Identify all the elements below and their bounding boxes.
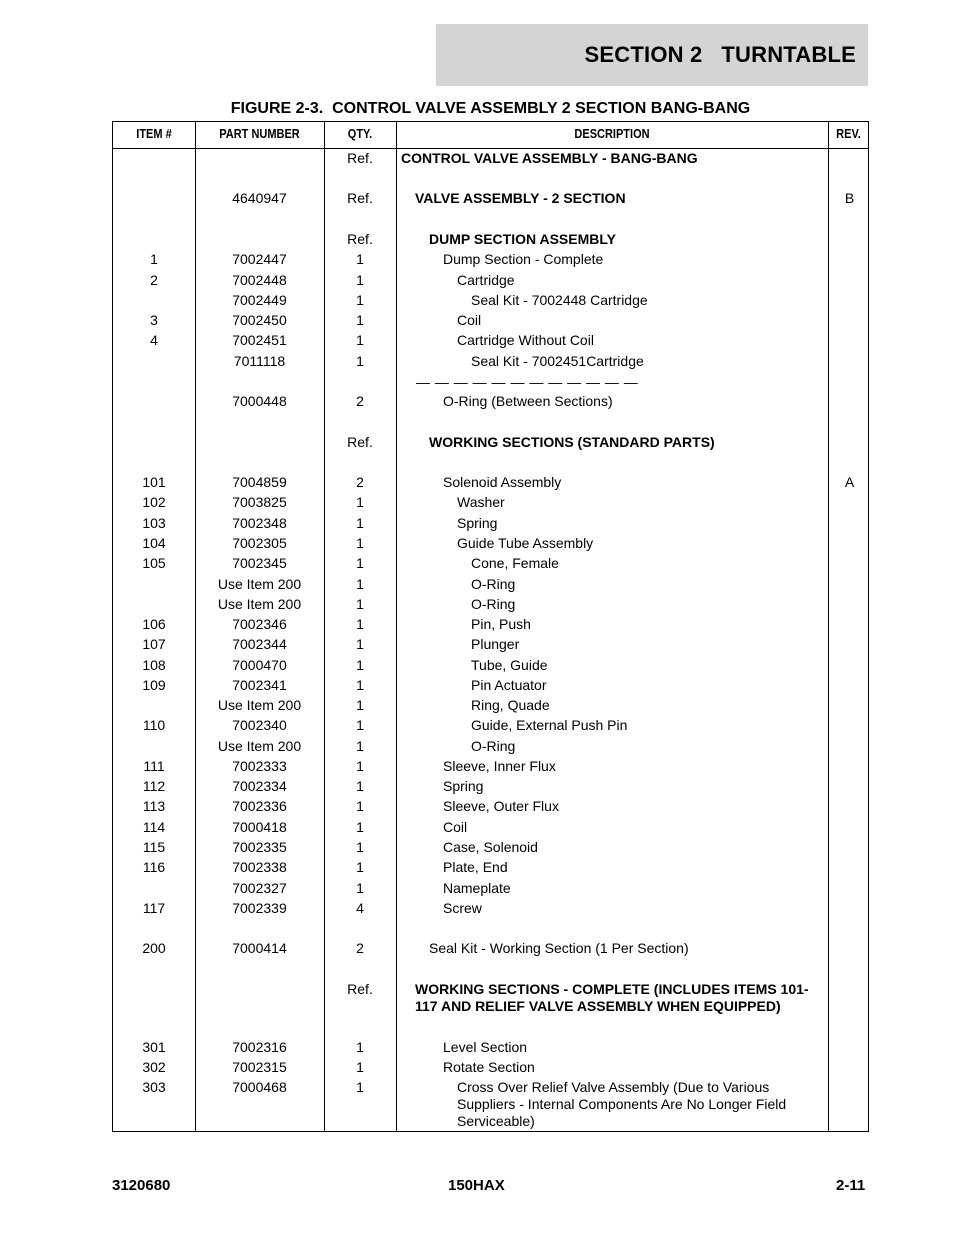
table-row: [113, 251, 868, 271]
description-cell: Guide Tube Assembly: [457, 535, 594, 551]
description-cell: Nameplate: [443, 880, 511, 896]
quantity-cell: 1: [356, 657, 364, 673]
quantity-cell: 1: [356, 677, 364, 693]
description-cell: Sleeve, Outer Flux: [443, 798, 559, 814]
table-row: [113, 636, 868, 656]
item-number-cell: 115: [142, 839, 166, 855]
quantity-cell: 1: [356, 494, 364, 510]
part-number-cell: Use Item 200: [217, 576, 302, 592]
part-number-cell: 4640947: [232, 190, 287, 206]
table-row: [113, 981, 868, 1014]
item-number-cell: 105: [142, 555, 166, 571]
table-header: [113, 122, 868, 149]
description-cell: Cartridge: [457, 272, 515, 288]
quantity-cell: 1: [356, 738, 364, 754]
part-number-cell: 7002315: [232, 1059, 287, 1075]
part-number-cell: 7002450: [232, 312, 287, 328]
part-number-cell: 7002344: [232, 636, 287, 652]
quantity-cell: 1: [356, 555, 364, 571]
description-cell: O-Ring (Between Sections): [443, 393, 613, 409]
part-number-cell: 7011118: [233, 353, 286, 369]
quantity-cell: 1: [356, 758, 364, 774]
quantity-cell: 1: [356, 251, 364, 267]
description-cell: CONTROL VALVE ASSEMBLY - BANG-BANG: [401, 150, 698, 166]
quantity-cell: 1: [356, 859, 364, 875]
part-number-cell: 7002305: [232, 535, 287, 551]
table-row: [113, 190, 868, 210]
description-cell: Level Section: [443, 1039, 528, 1055]
table-row: [113, 535, 868, 555]
description-cell: Pin Actuator: [471, 677, 547, 693]
part-number-cell: 7002327: [232, 880, 287, 896]
part-number-cell: Use Item 200: [217, 738, 302, 754]
description-cell: Cross Over Relief Valve Assembly (Due to Various Suppliers - Internal Components Are No Longer Field Serviceable): [457, 1079, 787, 1129]
quantity-cell: 1: [356, 1059, 364, 1075]
table-row: [113, 494, 868, 514]
quantity-cell: 2: [356, 393, 364, 409]
quantity-cell: Ref.: [347, 190, 373, 206]
item-number-cell: 110: [142, 717, 166, 733]
item-number-cell: 106: [142, 616, 166, 632]
part-number-cell: 7002448: [232, 272, 287, 288]
table-row: [113, 555, 868, 575]
table-row: [113, 150, 868, 170]
description-cell: Seal Kit - Working Section (1 Per Section): [429, 940, 689, 956]
revision-cell: B: [844, 190, 855, 206]
section-title: SECTION 2 TURNTABLE: [584, 42, 856, 67]
item-number-cell: 101: [142, 474, 166, 490]
item-number-cell: 111: [143, 758, 165, 774]
description-cell: Sleeve, Inner Flux: [443, 758, 556, 774]
part-number-cell: 7002348: [232, 515, 287, 531]
part-number-cell: 7002316: [232, 1039, 287, 1055]
figure-title: FIGURE 2-3. CONTROL VALVE ASSEMBLY 2 SECTION BANG-BANG: [230, 100, 751, 117]
quantity-cell: 4: [356, 900, 364, 916]
part-number-cell: 7002451: [232, 332, 287, 348]
item-number-cell: 103: [142, 515, 166, 531]
table-row: [113, 312, 868, 332]
table-row: [113, 393, 868, 413]
column-header-rev: REV.: [836, 127, 861, 141]
column-header-item: ITEM #: [136, 127, 172, 141]
column-header-part-number: PART NUMBER: [219, 127, 300, 141]
description-cell: Coil: [443, 819, 468, 835]
description-cell: VALVE ASSEMBLY - 2 SECTION: [415, 190, 626, 206]
quantity-cell: Ref.: [347, 434, 373, 450]
quantity-cell: 1: [356, 697, 364, 713]
quantity-cell: 1: [356, 515, 364, 531]
item-number-cell: 109: [142, 677, 166, 693]
description-cell: Case, Solenoid: [443, 839, 538, 855]
parts-table: [112, 121, 869, 1132]
quantity-cell: 1: [356, 1079, 364, 1095]
table-row: [113, 758, 868, 778]
description-cell: Rotate Section: [443, 1059, 535, 1075]
table-row: [113, 576, 868, 596]
part-number-cell: 7002335: [232, 839, 287, 855]
part-number-cell: 7000468: [232, 1079, 287, 1095]
table-row: [113, 332, 868, 352]
table-row: [113, 940, 868, 960]
part-number-cell: 7000470: [232, 657, 287, 673]
section-banner: [436, 24, 868, 86]
table-row: [113, 231, 868, 251]
quantity-cell: 1: [356, 616, 364, 632]
description-cell: Coil: [457, 312, 482, 328]
table-row: [113, 292, 868, 312]
table-row: [113, 616, 868, 636]
description-cell: Washer: [457, 494, 505, 510]
table-row: [113, 880, 868, 900]
part-number-cell: Use Item 200: [217, 697, 302, 713]
table-row: [113, 859, 868, 879]
part-number-cell: 7000418: [232, 819, 287, 835]
item-number-cell: 301: [142, 1039, 166, 1055]
description-cell: Plunger: [471, 636, 520, 652]
item-number-cell: 107: [142, 636, 166, 652]
table-row: [113, 474, 868, 494]
part-number-cell: 7002339: [232, 900, 287, 916]
footer-model: 150HAX: [448, 1177, 505, 1194]
description-cell: Tube, Guide: [471, 657, 548, 673]
item-number-cell: 4: [150, 332, 158, 348]
description-cell: Seal Kit - 7002451Cartridge: [471, 353, 644, 369]
quantity-cell: Ref.: [347, 231, 373, 247]
description-cell: Plate, End: [443, 859, 508, 875]
table-row: [113, 515, 868, 535]
item-number-cell: 116: [142, 859, 166, 875]
description-cell: O-Ring: [471, 596, 516, 612]
table-row: [113, 738, 868, 758]
column-header-description: DESCRIPTION: [574, 127, 650, 141]
table-row: [113, 434, 868, 454]
description-cell: DUMP SECTION ASSEMBLY: [429, 231, 616, 247]
quantity-cell: 1: [356, 576, 364, 592]
quantity-cell: 1: [356, 880, 364, 896]
item-number-cell: 114: [142, 819, 166, 835]
table-row: [113, 839, 868, 859]
item-number-cell: 2: [150, 272, 158, 288]
quantity-cell: 2: [356, 940, 364, 956]
table-row: [113, 697, 868, 717]
table-row: [113, 1059, 868, 1079]
item-number-cell: 200: [142, 940, 166, 956]
item-number-cell: 108: [142, 657, 166, 673]
part-number-cell: 7002341: [232, 677, 287, 693]
quantity-cell: Ref.: [347, 981, 373, 997]
quantity-cell: 1: [356, 353, 364, 369]
description-cell: Dump Section - Complete: [443, 251, 604, 267]
part-number-cell: 7002336: [232, 798, 287, 814]
item-number-cell: 117: [142, 900, 166, 916]
description-cell: Guide, External Push Pin: [471, 717, 628, 733]
column-header-qty: QTY.: [347, 127, 373, 141]
part-number-cell: 7002340: [232, 717, 287, 733]
table-row: [113, 272, 868, 292]
quantity-cell: 1: [356, 819, 364, 835]
quantity-cell: 1: [356, 778, 364, 794]
quantity-cell: 1: [356, 839, 364, 855]
description-cell: WORKING SECTIONS (STANDARD PARTS): [429, 434, 715, 450]
description-cell: Spring: [443, 778, 484, 794]
description-cell: O-Ring: [471, 738, 516, 754]
description-cell: Solenoid Assembly: [443, 474, 562, 490]
description-cell: WORKING SECTIONS - COMPLETE (INCLUDES ITEMS 101-117 AND RELIEF VALVE ASSEMBLY WHEN EQUIPPED): [415, 981, 809, 1014]
footer-document-number: 3120680: [112, 1177, 171, 1194]
quantity-cell: 1: [356, 596, 364, 612]
table-row: [113, 657, 868, 677]
description-cell: Seal Kit - 7002448 Cartridge: [471, 292, 648, 308]
item-number-cell: 303: [142, 1079, 166, 1095]
part-number-cell: 7002345: [232, 555, 287, 571]
part-number-cell: 7002333: [232, 758, 287, 774]
table-row: [113, 1039, 868, 1059]
part-number-cell: 7000414: [232, 940, 287, 956]
quantity-cell: 1: [356, 272, 364, 288]
table-row: [113, 1079, 868, 1129]
footer-page-number: 2-11: [836, 1177, 866, 1194]
item-number-cell: 102: [142, 494, 166, 510]
description-cell: Screw: [443, 900, 482, 916]
part-number-cell: 7002447: [232, 251, 287, 267]
part-number-cell: 7002449: [232, 292, 287, 308]
description-cell: Spring: [457, 515, 498, 531]
quantity-cell: 2: [356, 474, 364, 490]
table-row: [113, 798, 868, 818]
item-number-cell: 104: [142, 535, 166, 551]
description-cell: Pin, Push: [471, 616, 531, 632]
item-number-cell: 113: [142, 798, 166, 814]
table-row: [113, 900, 868, 920]
quantity-cell: 1: [356, 332, 364, 348]
description-cell: Ring, Quade: [471, 697, 550, 713]
quantity-cell: 1: [356, 798, 364, 814]
part-number-cell: 7003825: [232, 494, 287, 510]
part-number-cell: 7002334: [232, 778, 287, 794]
revision-cell: A: [844, 474, 855, 490]
table-row: [113, 717, 868, 737]
part-number-cell: Use Item 200: [217, 596, 302, 612]
item-number-cell: 112: [142, 778, 166, 794]
quantity-cell: 1: [356, 312, 364, 328]
description-cell: O-Ring: [471, 576, 516, 592]
description-cell: Cone, Female: [471, 555, 559, 571]
part-number-cell: 7000448: [232, 393, 287, 409]
quantity-cell: 1: [356, 535, 364, 551]
quantity-cell: 1: [356, 636, 364, 652]
item-number-cell: 1: [150, 251, 158, 267]
quantity-cell: 1: [356, 717, 364, 733]
part-number-cell: 7002346: [232, 616, 287, 632]
table-row: [113, 778, 868, 798]
section-separator: — — — — — — — — — — — —: [416, 374, 639, 390]
quantity-cell: 1: [356, 1039, 364, 1055]
quantity-cell: 1: [356, 292, 364, 308]
table-row: [113, 677, 868, 697]
table-row: [113, 819, 868, 839]
item-number-cell: 3: [150, 312, 158, 328]
part-number-cell: 7002338: [232, 859, 287, 875]
quantity-cell: Ref.: [347, 150, 373, 166]
item-number-cell: 302: [142, 1059, 166, 1075]
table-row: [113, 596, 868, 616]
description-cell: Cartridge Without Coil: [457, 332, 594, 348]
table-row: [113, 353, 868, 373]
part-number-cell: 7004859: [232, 474, 287, 490]
